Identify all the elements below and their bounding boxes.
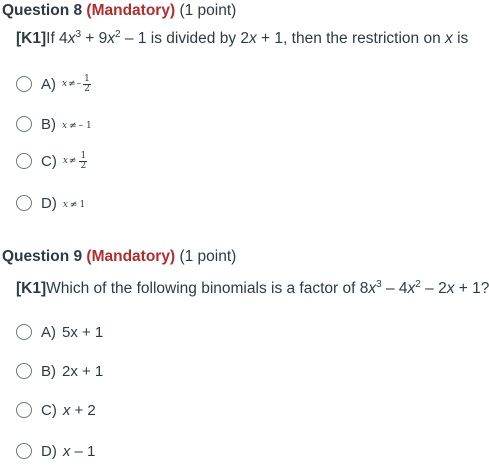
radio-button[interactable] [16, 363, 32, 379]
option-value: x – 1 [62, 442, 96, 460]
option-value: x + 2 [62, 401, 96, 419]
radio-button[interactable] [16, 324, 32, 340]
radio-button[interactable] [16, 116, 32, 132]
points-label: (1 point) [179, 248, 237, 265]
option-math: x ≠ $\frac{1}{2}$ [62, 150, 87, 171]
option-c[interactable]: C) x ≠ $\frac{1}{2}$ [16, 150, 87, 172]
radio-button[interactable] [16, 76, 32, 92]
mandatory-label: (Mandatory) [86, 248, 176, 265]
radio-button[interactable] [16, 195, 32, 211]
option-a[interactable]: A) x ≠ – $\frac{1}{2}$ [16, 73, 91, 95]
radio-button[interactable] [16, 443, 32, 459]
option-d[interactable]: D) x – 1 [16, 440, 95, 462]
radio-button[interactable] [16, 153, 32, 169]
points-label: (1 point) [179, 2, 237, 19]
option-b[interactable]: B) x ≠ – 1 [16, 113, 92, 135]
option-b[interactable]: B) 2x + 1 [16, 360, 103, 382]
option-math: x ≠ – 1 [62, 121, 92, 131]
option-math: x ≠ – $\frac{1}{2}$ [62, 73, 90, 94]
option-value: 2x + 1 [62, 362, 104, 380]
question-title: Question 9 (Mandatory) (1 point) [2, 248, 237, 265]
option-c[interactable]: C) x + 2 [16, 399, 96, 421]
question-prompt: [K1]Which of the following binomials is a factor of $8x^3 - 4x^2 - 2x + 1$? [16, 279, 489, 297]
option-value: 5x + 1 [62, 323, 104, 341]
option-math: x ≠ 1 [62, 200, 86, 210]
option-a[interactable]: A) 5x + 1 [16, 321, 103, 343]
question-prompt: [K1]If $4x^3 + 9x^2 - 1$ is divided by 2x + 1, then the restriction on x is [16, 29, 469, 47]
mandatory-label: (Mandatory) [86, 2, 176, 19]
question-title: Question 8 (Mandatory) (1 point) [2, 2, 237, 19]
radio-button[interactable] [16, 402, 32, 418]
option-d[interactable]: D) x ≠ 1 [16, 192, 85, 214]
